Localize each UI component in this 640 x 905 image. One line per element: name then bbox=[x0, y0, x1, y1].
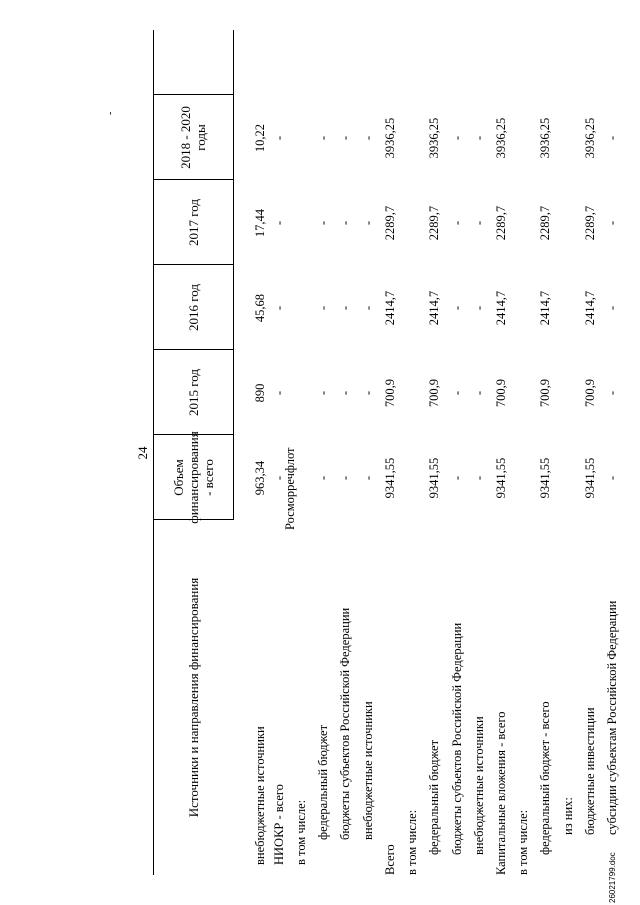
cell-y2018: 10,22 bbox=[253, 123, 267, 153]
row-label: внебюджетные источники bbox=[253, 726, 267, 865]
cell-total: - bbox=[450, 475, 464, 481]
cell-y2016: 2414,7 bbox=[583, 290, 597, 326]
document-id: 26021799.doc bbox=[608, 852, 617, 903]
row-label: бюджеты субъектов Российской Федерации bbox=[450, 622, 464, 855]
row-label: НИОКР - всего bbox=[272, 784, 286, 865]
cell-y2017: - bbox=[605, 220, 619, 226]
cell-total: - bbox=[316, 475, 330, 481]
page-number: 24 bbox=[135, 446, 150, 460]
cell-total: 9341,55 bbox=[383, 457, 397, 499]
row-label: из них: bbox=[561, 797, 575, 835]
row-label: федеральный бюджет bbox=[316, 724, 330, 840]
cell-y2017: - bbox=[472, 220, 486, 226]
cell-y2016: - bbox=[316, 305, 330, 311]
cell-y2018: 3936,25 bbox=[383, 117, 397, 159]
cell-y2015: - bbox=[450, 390, 464, 396]
cell-total: - bbox=[338, 475, 352, 481]
cell-y2015: - bbox=[272, 390, 286, 396]
cell-y2016: 2414,7 bbox=[427, 290, 441, 326]
cell-y2017: - bbox=[316, 220, 330, 226]
row-label: в том числе: bbox=[405, 809, 419, 875]
cell-y2016: 45,68 bbox=[253, 293, 267, 323]
cell-y2017: - bbox=[361, 220, 375, 226]
header-2018-2020: 2018 - 2020 годы bbox=[178, 106, 208, 169]
cell-total: - bbox=[361, 475, 375, 481]
cell-total: 9341,55 bbox=[583, 457, 597, 499]
cell-y2017: 17,44 bbox=[253, 208, 267, 238]
cell-y2018: - bbox=[472, 135, 486, 141]
cell-y2015: 700,9 bbox=[383, 378, 397, 408]
cell-y2016: 2414,7 bbox=[494, 290, 508, 326]
cell-y2018: - bbox=[316, 135, 330, 141]
header-2015: 2015 год bbox=[185, 369, 201, 416]
cell-y2015: 700,9 bbox=[494, 378, 508, 408]
row-label: федеральный бюджет - всего bbox=[538, 701, 552, 855]
cell-y2015: 700,9 bbox=[427, 378, 441, 408]
cell-y2017: 2289,7 bbox=[583, 205, 597, 241]
cell-y2016: - bbox=[605, 305, 619, 311]
top-mark: - bbox=[105, 111, 116, 115]
row-label: в том числе: bbox=[294, 799, 308, 865]
cell-y2015: - bbox=[338, 390, 352, 396]
cell-y2017: - bbox=[338, 220, 352, 226]
row-label: Всего bbox=[383, 844, 397, 875]
cell-y2015: - bbox=[316, 390, 330, 396]
cell-y2017: - bbox=[272, 220, 286, 226]
cell-y2016: - bbox=[472, 305, 486, 311]
row-label: федеральный бюджет bbox=[427, 739, 441, 855]
header-2017: 2017 год bbox=[185, 199, 201, 246]
cell-total: - bbox=[605, 475, 619, 481]
cell-y2018: - bbox=[450, 135, 464, 141]
cell-y2018: - bbox=[272, 135, 286, 141]
cell-y2016: 2414,7 bbox=[538, 290, 552, 326]
cell-y2018: 3936,25 bbox=[583, 117, 597, 159]
row-label: внебюджетные источники bbox=[472, 716, 486, 855]
cell-y2016: - bbox=[450, 305, 464, 311]
cell-y2015: - bbox=[361, 390, 375, 396]
row-label: субсидии субъектам Российской Федерации bbox=[605, 600, 619, 835]
row-label: бюджетные инвестиции bbox=[583, 707, 597, 835]
cell-y2016: - bbox=[272, 305, 286, 311]
cell-total: 9341,55 bbox=[494, 457, 508, 499]
cell-y2017: 2289,7 bbox=[538, 205, 552, 241]
row-label: Капитальные вложения - всего bbox=[494, 711, 508, 875]
cell-y2015: - bbox=[472, 390, 486, 396]
header-2016: 2016 год bbox=[185, 284, 201, 331]
cell-y2015: - bbox=[605, 390, 619, 396]
cell-total: 9341,55 bbox=[427, 457, 441, 499]
cell-total: - bbox=[472, 475, 486, 481]
cell-y2017: 2289,7 bbox=[427, 205, 441, 241]
row-label: бюджеты субъектов Российской Федерации bbox=[338, 607, 352, 840]
section-title: Росморречфлот bbox=[283, 447, 297, 530]
cell-total: 963,34 bbox=[253, 460, 267, 496]
cell-total: - bbox=[272, 475, 286, 481]
cell-total: 9341,55 bbox=[538, 457, 552, 499]
cell-y2016: - bbox=[338, 305, 352, 311]
cell-y2018: 3936,25 bbox=[538, 117, 552, 159]
cell-y2017: 2289,7 bbox=[383, 205, 397, 241]
cell-y2017: - bbox=[450, 220, 464, 226]
cell-y2016: - bbox=[361, 305, 375, 311]
cell-y2018: - bbox=[605, 135, 619, 141]
cell-y2015: 700,9 bbox=[538, 378, 552, 408]
header-total: Объем финансирования - всего bbox=[170, 431, 216, 524]
cell-y2018: 3936,25 bbox=[427, 117, 441, 159]
cell-y2018: - bbox=[361, 135, 375, 141]
header-source: Источники и направления финансирования bbox=[185, 577, 201, 818]
cell-y2017: 2289,7 bbox=[494, 205, 508, 241]
cell-y2016: 2414,7 bbox=[383, 290, 397, 326]
cell-y2015: 890 bbox=[253, 383, 267, 403]
cell-y2015: 700,9 bbox=[583, 378, 597, 408]
cell-y2018: 3936,25 bbox=[494, 117, 508, 159]
row-label: в том числе: bbox=[516, 809, 530, 875]
cell-y2018: - bbox=[338, 135, 352, 141]
row-label: внебюджетные источники bbox=[361, 701, 375, 840]
